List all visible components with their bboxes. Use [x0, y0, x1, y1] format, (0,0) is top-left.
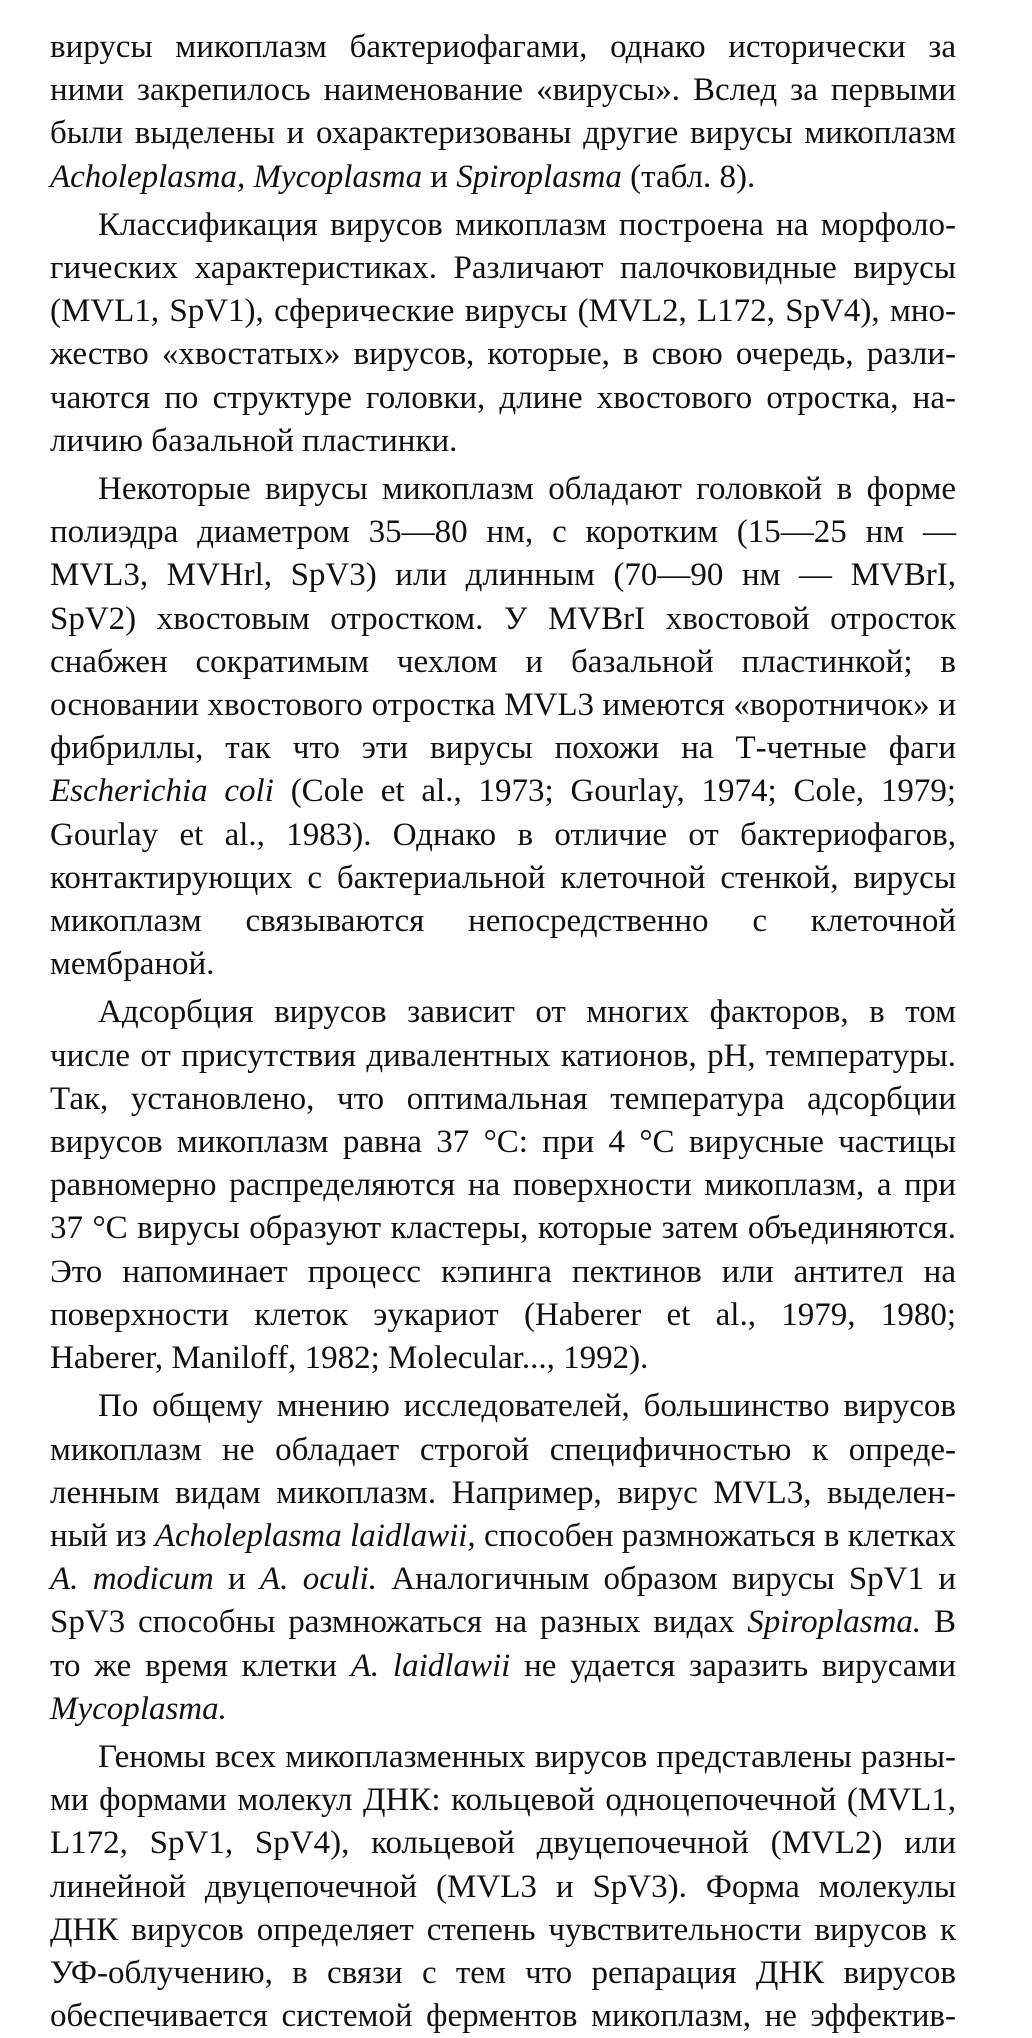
italic-text: A. laidlawii — [350, 1647, 511, 1684]
text-run: В то же время клетки — [50, 1604, 956, 1684]
text-run: и — [213, 1561, 261, 1598]
italic-text: A. oculi. — [260, 1561, 377, 1598]
paragraph — [50, 468, 956, 986]
text-run: Аналогичным образом вирусы SpV1 и SpV3 способны размножаться на разных видах — [50, 1561, 956, 1641]
paragraph — [50, 1385, 956, 1731]
text-run: Классификация вирусов микоплазм построена на морфологических характеристиках. Различают палочковидные вирусы (MVL1, SpV1), сферические вирусы (MVL2, L172, SpV4), множество «хвостатых» вирусов, которые, в свою очередь, различаются по структуре головки, длине хвостового отростка, наличию базальной пластинки. — [50, 206, 956, 459]
paragraph — [50, 26, 956, 199]
text-run: способен размножаться в клетках — [475, 1517, 956, 1554]
text-run: не удается заразить вирусами — [510, 1647, 956, 1684]
italic-text: A. modicum — [50, 1561, 214, 1598]
paragraph — [50, 1736, 956, 2038]
italic-text: Mycoplasma. — [50, 1690, 227, 1727]
text-run: (табл. 8). — [621, 158, 756, 195]
italic-text: Acholeplasma laidlawii, — [154, 1517, 476, 1554]
paragraph — [50, 204, 956, 463]
text-run: Адсорбция вирусов зависит от многих факторов, в том числе от присутствия дивалентных катионов, pH, температуры. Так, установлено, что оптимальная температура адсорбции вирусов микоплазм равна 37 °С: при 4 °С вирусные частицы равномерно распределяются на поверхности микоплазм, а при 37 °С вирусы образуют кластеры, которые затем объединяются. Это напоминает процесс кэпинга пектинов или антител на поверхности клеток эукариот (Haberer et al., 1979, 1980; Haberer, Maniloff, 1982; Molecular..., 1992). — [50, 994, 956, 1377]
text-run: Геномы всех микоплазменных вирусов представлены разными формами молекул ДНК: кольцевой одноцепочечной (MVL1, L172, SpV1, SpV4), кольцевой двуцепочечной (MVL2) или линейной двуцепочечной (MVL3 и SpV3). Форма молекулы ДНК вирусов определяет степень чувствительности вирусов к УФ-облучению, в связи с тем что репарация ДНК вирусов обеспечивается системой ферментов микоплазм, не эффектив- — [50, 1738, 956, 2035]
text-run: вирусы микоплазм бактериофагами, однако исторически за ними закрепилось наименование «вирусы». Вслед за первыми были выделены и охарактеризованы другие вирусы микоплазм — [50, 29, 956, 152]
text-run: и — [422, 158, 457, 195]
paragraph — [50, 991, 956, 1380]
italic-text: Spiroplasma. — [747, 1604, 922, 1641]
italic-text: Escherichia coli — [50, 773, 274, 810]
text-run: (Cole et al., 1973; Gourlay, 1974; Cole, 1979; Gourlay et al., 1983). Однако в отличие от бактериофагов, контактирующих с бактериальной клеточной стенкой, вирусы микоплазм связываются непосредственно с клеточной мембраной. — [50, 773, 956, 983]
italic-text: Spiroplasma — [456, 158, 622, 195]
document-page — [50, 26, 956, 2038]
text-run: Некоторые вирусы микоплазм обладают головкой в форме полиэдра диаметром 35—80 нм, с коротким (15—25 нм — MVL3, MVHrl, SpV3) или длинным (70—90 нм — MVBrI, SpV2) хвостовым отростком. У MVBrI хвостовой отросток снабжен сократимым чехлом и базальной пластинкой; в основании хвостового отростка MVL3 имеются «воротничок» и фибриллы, так что эти вирусы похожи на Т-четные фаги — [50, 471, 956, 767]
italic-text: Acholeplasma, Mycoplasma — [50, 158, 423, 195]
text-run: По общему мнению исследователей, большинство вирусов микоплазм не обладает строгой специфичностью к определенным видам микоплазм. Например, вирус MVL3, выделенный из — [50, 1388, 956, 1554]
